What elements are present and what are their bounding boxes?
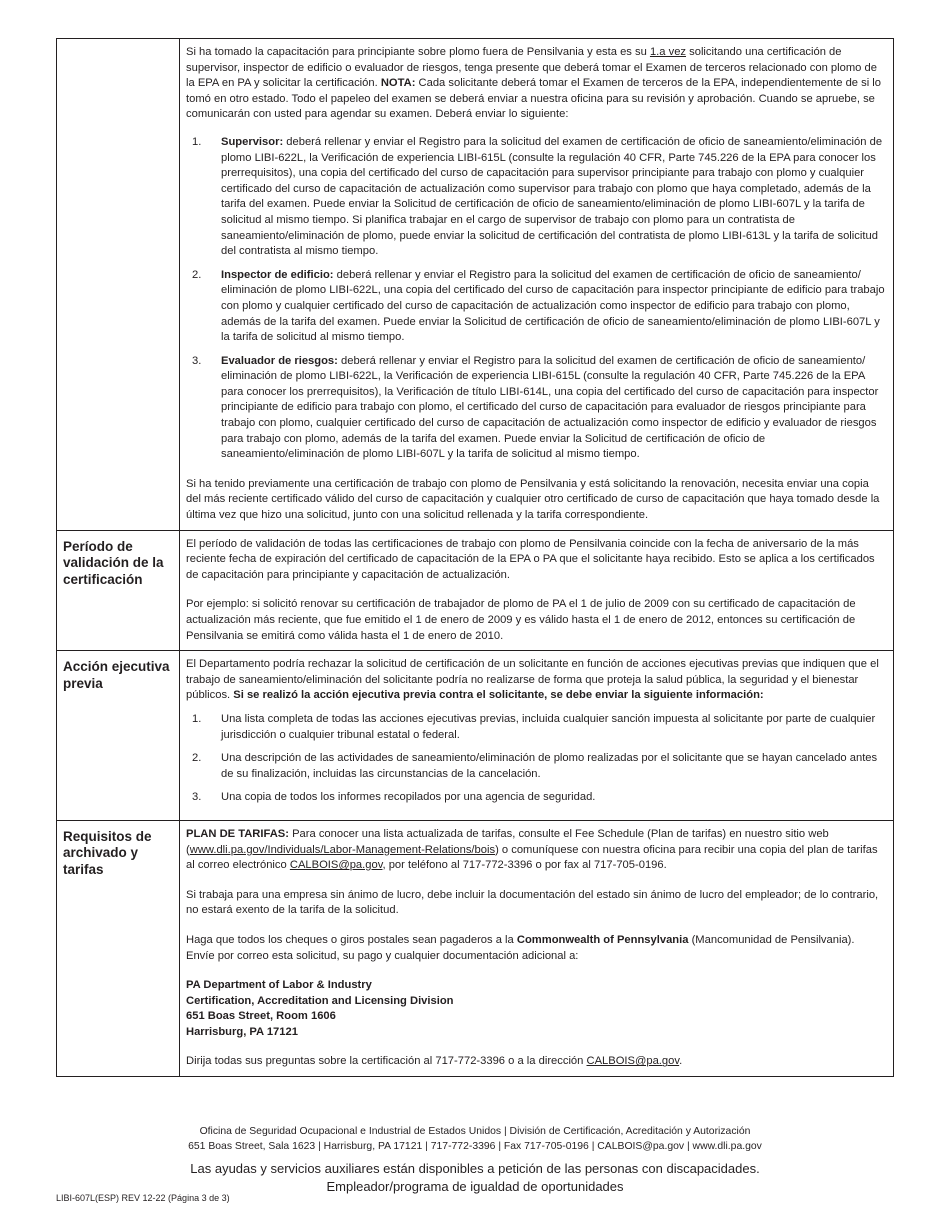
accessibility-line: Las ayudas y servicios auxiliares están disponibles a petición de las personas con discapacidades. [190,1161,760,1176]
validation-paragraph: El período de validación de todas las certificaciones de trabajo con plomo de Pensilvania coincide con la fecha de aniversario de la más reciente fecha de expiración del certificado de capacitación de la EPA o PA que el solicitante haya recibido. Esto se aplica a los certificados de capacitación para principiante y capacitación de actualización. [186,537,875,581]
validation-period-content [180,530,894,651]
first-time-text: 1.a vez [649,46,687,58]
instructions-sheet [56,38,894,1077]
list-item: 3. Evaluador de riesgos: deberá rellenar y enviar el Registro para la solicitud del examen de certificación de oficio de saneamiento/ eliminación de plomo LIBI-622L, la Verificación de experiencia LIBI-615L (consulte la regulación 40 CFR, Parte 745.226 de la EPA para conocer los prerrequisitos), la Verificación de título LIBI-614L, una copia del certificado del curso de capacitación para inspector principiante de edificio para trabajo con plomo, el certificado del curso de capacitación para evaluador de riesgos principiante para trabajo con plomo, cualquier certificado del curso de capacitación de actualización como inspector de edificio y evaluador de riesgos para trabajo con plomo, además de la tarifa del examen. Puede enviar la Solicitud de certificación de oficio de saneamiento/eliminación de plomo LIBI-607L y la tarifa de solicitud al mismo tiempo. [192,354,879,461]
prior-action-content [180,651,894,821]
prior-action-paragraph: El Departamento podría rechazar la solicitud de certificación de un solicitante en función de acciones ejecutivas previas que indiquen que el trabajo de saneamiento/eliminación del solicitante podría no realizarse de forma que proteja la salud pública, la seguridad y el bienestar públicos. Si se realizó la acción ejecutiva previa contra el solicitante, se debe enviar la siguiente información: [186,658,879,702]
list-item: 2. Una descripción de las actividades de saneamiento/eliminación de plomo realizadas por el solicitante que se hayan cancelado antes de su finalización, incluidas las circunstancias de la cancelación. [192,752,878,780]
accessibility-notice [0,1160,950,1195]
payable-paragraph: Haga que todos los cheques o giros postales sean pagaderos a la Commonwealth of Pennsylvania (Mancomunidad de Pensilvania). Envíe por correo esta solicitud, su pago y cualquier documentación adicional a: [186,933,855,962]
table-row-out-of-state [57,39,894,531]
row-label-empty [57,39,180,531]
exam-requirements-list [186,135,885,463]
note-label: NOTA: [380,77,416,90]
form-id: LIBI-607L(ESP) REV 12-22 (Página 3 de 3) [56,1193,230,1203]
list-item: 1. Supervisor: deberá rellenar y enviar el Registro para la solicitud del examen de certificación de oficio de saneamiento/eliminación de plomo LIBI-622L, la Verificación de experiencia LIBI-615L (consulte la regulación 40 CFR, Parte 745.226 de la EPA para conocer los prerrequisitos), una copia del certificado del curso de capacitación para supervisor principiante para trabajo con plomo y cualquier certificado del curso de capacitación de actualización como supervisor para trabajo con plomo que haya completado, además de la tarifa del examen. Puede enviar la Solicitud de certificación de oficio de saneamiento/eliminación de plomo LIBI-607L y la tarifa de solicitud al mismo tiempo. Si planifica trabajar en el cargo de supervisor de trabajo con plomo para un contratista de saneamiento/eliminación de plomo, puede enviar la solicitud de certificación del contratista de plomo LIBI-613L y la tarifa de solicitud del contratista al mismo tiempo. [192,135,883,258]
nonprofit-paragraph: Si trabaja para una empresa sin ánimo de lucro, debe incluir la documentación del estado sin ánimo de lucro del empleador; de lo contrario, no estará exento de la tarifa de la solicitud. [186,888,879,917]
list-item: 2. Inspector de edificio: deberá rellenar y enviar el Registro para la solicitud del examen de certificación de oficio de saneamiento/ eliminación de plomo LIBI-622L, una copia del certificado del curso de capacitación para inspector principiante de edificio para trabajo con plomo y cualquier certificado del curso de capacitación de actualización como inspector de edificio para trabajo con plomo, además de la tarifa del examen. Puede enviar la Solicitud de certificación de oficio de saneamiento/eliminación de plomo LIBI-607L y la tarifa de solicitud al mismo tiempo. [192,268,885,344]
out-of-state-intro: Si ha tomado la capacitación para principiante sobre plomo fuera de Pensilvania y esta es su 1.a vez solicitando una certificación de supervisor, inspector de edificio o evaluador de riesgos, tenga presente que deberá tomar el Examen de terceros relacionado con plomo de la EPA en PA y solicitar la certificación. NOTA: Cada solicitante deberá tomar el Examen de terceros de la EPA, independientemente de si lo tomó en otro estado. Todo el papeleo del examen se deberá enviar a nuestra oficina para su revisión y aprobación. Cuando se apruebe, se comunicarán con usted para agendar su examen. Deberá enviar lo siguiente: [186,46,882,121]
renewal-paragraph: Si ha tenido previamente una certificación de trabajo con plomo de Pensilvania y está solicitando la renovación, necesita enviar una copia del más reciente certificado válido del curso de capacitación y cualquier otro certificado de curso de capacitación que haya tomado desde la última vez que hizo una solicitud, junto con una solicitud rellenada y la tarifa correspondiente. [186,477,880,522]
list-item: 1. Una lista completa de todas las acciones ejecutivas previas, incluida cualquier sanción impuesta al solicitante por parte de cualquier jurisdicción o cualquier tribunal estatal o federal. [192,712,876,741]
list-item: 3. Una copia de todos los informes recopilados por una agencia de seguridad. [192,791,596,804]
equal-opportunity-line: Empleador/programa de igualdad de oportunidades [326,1178,624,1194]
questions-email-link[interactable]: CALBOIS@pa.gov [586,1055,680,1068]
instructions-table [56,38,894,1077]
table-row-validation-period [57,530,894,651]
validation-example: Por ejemplo: si solicitó renovar su certificación de trabajador de plomo de PA el 1 de julio de 2009 con su certificado de capacitación de actualización más reciente, que fue emitido el 1 de enero de 2009 y es válido hasta el 1 de enero de 2012, entonces su certificación de Pensilvania se emitirá como válida hasta el 1 de enero de 2010. [186,598,856,642]
row-label-validation-period: Período de validación de la certificación [57,530,180,651]
footer-line-2: 651 Boas Street, Sala 1623 | Harrisburg, PA 17121 | 717-772-3396 | Fax 717-705-0196 | CALBOIS@pa.gov | www.dli.pa.gov [188,1141,762,1152]
row-label-prior-action: Acción ejecutiva previa [57,651,180,821]
out-of-state-content [180,39,894,531]
table-row-filing-fees [57,820,894,1076]
footer-contact [0,1124,950,1154]
table-row-prior-action [57,651,894,821]
questions-paragraph: Dirija todas sus preguntas sobre la certificación al 717-772-3396 o a la dirección CALBOIS@pa.gov. [186,1055,683,1068]
mailing-address: PA Department of Labor & Industry Certification, Accreditation and Licensing Division 651 Boas Street, Room 1606 Harrisburg, PA 17121 [186,979,454,1038]
fee-schedule-paragraph: PLAN DE TARIFAS: Para conocer una lista actualizada de tarifas, consulte el Fee Schedule (Plan de tarifas) en nuestro sitio web (www.dli.pa.gov/Individuals/Labor-Management-Relations/bois) o comuníquese con nuestra oficina para recibir una copia del plan de tarifas al correo electrónico CALBOIS@pa.gov, por teléfono al 717-772-3396 o por fax al 717-705-0196. [186,827,878,872]
footer-line-1: Oficina de Seguridad Ocupacional e Industrial de Estados Unidos | División de Certificación, Acreditación y Autorización [199,1126,751,1137]
filing-fees-content [180,820,894,1076]
email-link[interactable]: CALBOIS@pa.gov [289,859,383,872]
prior-action-list [186,712,885,806]
row-label-filing-fees: Requisitos de archivado y tarifas [57,820,180,1076]
fee-schedule-link[interactable]: www.dli.pa.gov/Individuals/Labor-Management-Relations/bois [189,843,496,856]
